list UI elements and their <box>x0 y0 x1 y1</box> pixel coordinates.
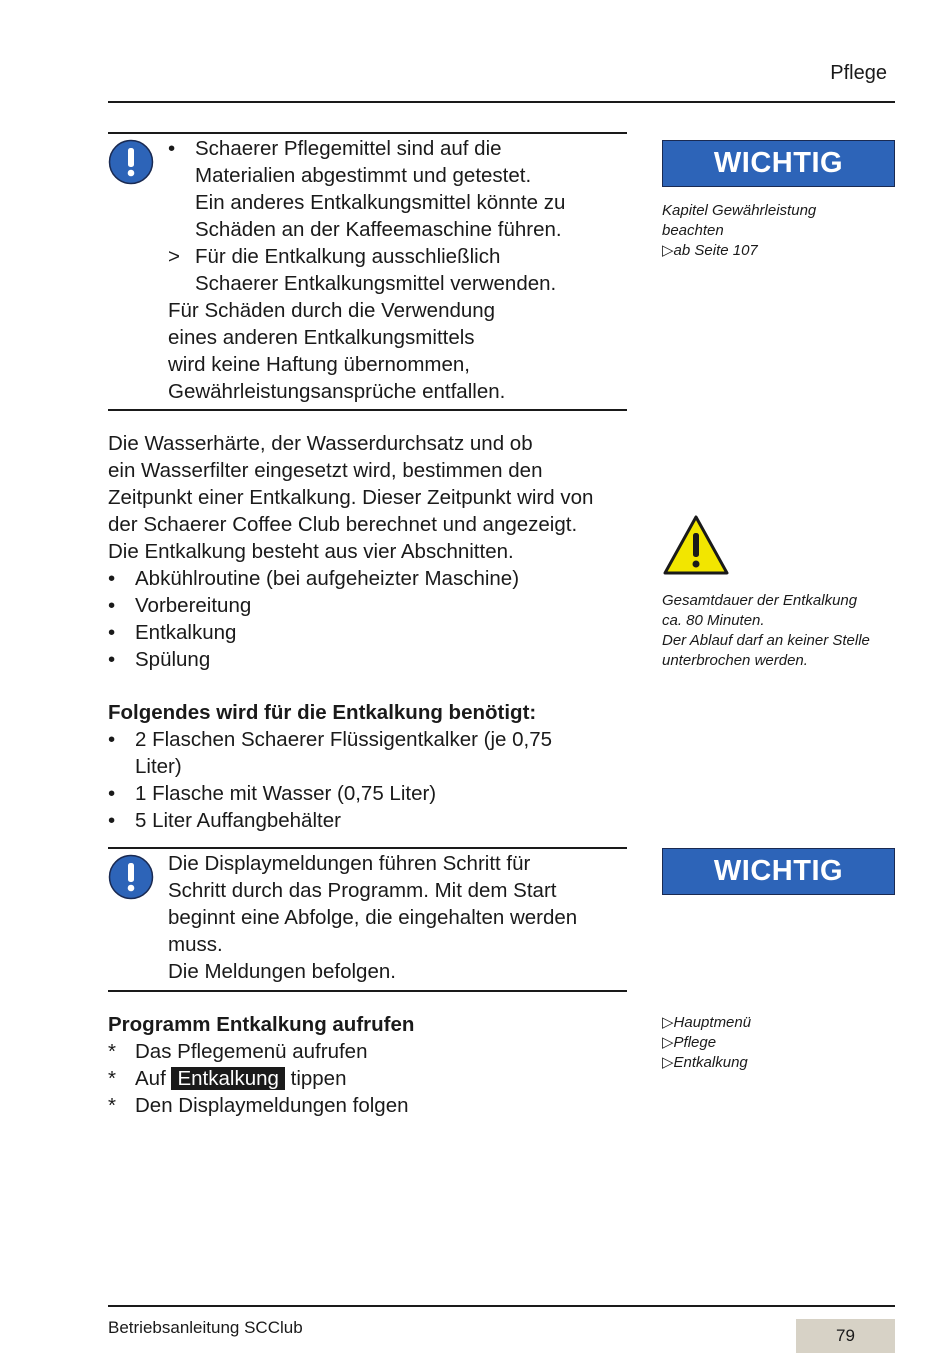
menu-path <box>662 1013 902 1073</box>
notice1-line: wird keine Haftung übernommen, <box>168 353 470 376</box>
notice1-line: Schaerer Entkalkungsmittel verwenden. <box>195 272 557 295</box>
warning-triangle-icon <box>662 514 730 576</box>
notice1-line: Schaerer Pflegemittel sind auf die <box>195 137 502 160</box>
bullet-marker: • <box>108 648 116 671</box>
wichtig-badge: WICHTIG <box>662 848 895 895</box>
step-marker: * <box>108 1094 116 1117</box>
menu-path-item: ▷Hauptmenü <box>662 1014 752 1031</box>
notice2-line: beginnt eine Abfolge, die eingehalten werden <box>168 906 578 929</box>
intro-line: Die Entkalkung besteht aus vier Abschnitten. <box>108 540 514 563</box>
notice1-instruction <box>168 243 628 297</box>
notice1-line: Ein anderes Entkalkungsmittel könnte zu <box>195 191 566 214</box>
page-number: 79 <box>796 1319 895 1353</box>
menu-path-item: ▷Pflege <box>662 1034 717 1051</box>
page-section-title: Pflege <box>830 62 887 84</box>
notice1-bullet <box>168 135 628 243</box>
sidebar-line: Der Ablauf darf an keiner Stelle <box>662 632 870 649</box>
bullet-marker: • <box>108 809 116 832</box>
bullet-marker: • <box>108 782 116 805</box>
list-item <box>108 619 638 646</box>
list-item <box>108 726 638 780</box>
intro-line: der Schaerer Coffee Club berechnet und angezeigt. <box>108 513 578 536</box>
section-heading: Folgendes wird für die Entkalkung benötigt: <box>108 701 537 724</box>
sidebar-line: Gesamtdauer der Entkalkung <box>662 592 858 609</box>
bullet-marker: • <box>108 728 116 751</box>
step-text: Auf <box>135 1067 166 1090</box>
notice2-line: muss. <box>168 933 223 956</box>
notice1-line: Gewährleistungsansprüche entfallen. <box>168 380 506 403</box>
step-item <box>108 1092 638 1119</box>
notice2-top-rule <box>108 847 627 849</box>
warning-icon-wrap <box>662 514 730 581</box>
notice1-bottom-rule <box>108 409 627 411</box>
step-item <box>108 1065 638 1092</box>
notice1-line: Schäden an der Kaffeemaschine führen. <box>195 218 562 241</box>
intro-line: Zeitpunkt einer Entkalkung. Dieser Zeitpunkt wird von <box>108 486 594 509</box>
list-item <box>108 807 638 834</box>
step-marker: * <box>108 1067 116 1090</box>
list-item-text: Spülung <box>135 648 211 671</box>
notice2-bottom-rule <box>108 990 627 992</box>
list-item <box>108 592 638 619</box>
footer-rule <box>108 1305 895 1307</box>
notice1-line: Für Schäden durch die Verwendung <box>168 299 496 322</box>
requirements-section <box>108 699 638 834</box>
notice2-line: Die Meldungen befolgen. <box>168 960 396 983</box>
list-item-text: 2 Flaschen Schaerer Flüssigentkalker (je 0,75 <box>135 728 553 751</box>
exclamation-circle-icon <box>108 139 154 185</box>
sidebar-line: beachten <box>662 222 724 239</box>
step-text: Das Pflegemenü aufrufen <box>135 1040 368 1063</box>
notice1-text <box>168 135 628 405</box>
list-item <box>108 565 638 592</box>
step-text: tippen <box>290 1067 347 1090</box>
header-rule <box>108 101 895 103</box>
notice1-line: Für die Entkalkung ausschließlich <box>195 245 501 268</box>
program-section <box>108 1011 638 1119</box>
list-item-text: Entkalkung <box>135 621 237 644</box>
list-item-text: Vorbereitung <box>135 594 252 617</box>
notice1-top-rule <box>108 132 627 134</box>
menu-path-item: ▷Entkalkung <box>662 1054 748 1071</box>
notice2-line: Die Displaymeldungen führen Schritt für <box>168 852 531 875</box>
list-item <box>108 646 638 673</box>
notice1-line: Materialien abgestimmt und getestet. <box>195 164 532 187</box>
step-marker: * <box>108 1040 116 1063</box>
sidebar-link[interactable]: ▷ab Seite 107 <box>662 242 758 259</box>
intro-line: Die Wasserhärte, der Wasserdurchsatz und ob <box>108 432 533 455</box>
notice2-icon-wrap <box>108 854 154 905</box>
exclamation-circle-icon <box>108 854 154 900</box>
list-item-text: Abkühlroutine (bei aufgeheizter Maschine) <box>135 567 520 590</box>
notice1-line: eines anderen Entkalkungsmittels <box>168 326 475 349</box>
arrow-marker: > <box>168 245 180 268</box>
list-item-text: 5 Liter Auffangbehälter <box>135 809 341 832</box>
notice2-text <box>168 850 628 985</box>
sidebar-note-warranty <box>662 201 902 261</box>
sidebar-line: ca. 80 Minuten. <box>662 612 765 629</box>
sidebar-note-duration <box>662 591 912 671</box>
bullet-marker: • <box>108 621 116 644</box>
list-item-text: 1 Flasche mit Wasser (0,75 Liter) <box>135 782 437 805</box>
footer-title: Betriebsanleitung SCClub <box>108 1318 303 1337</box>
section-heading: Programm Entkalkung aufrufen <box>108 1013 415 1036</box>
sidebar-line: Kapitel Gewährleistung <box>662 202 817 219</box>
list-item <box>108 780 638 807</box>
step-item <box>108 1038 638 1065</box>
intro-line: ein Wasserfilter eingesetzt wird, bestimmen den <box>108 459 543 482</box>
step-text: Den Displaymeldungen folgen <box>135 1094 409 1117</box>
bullet-marker: • <box>108 567 116 590</box>
wichtig-badge: WICHTIG <box>662 140 895 187</box>
bullet-marker: • <box>108 594 116 617</box>
notice1-icon-wrap <box>108 139 154 190</box>
intro-section <box>108 430 638 673</box>
bullet-marker: • <box>168 137 176 160</box>
list-item-text: Liter) <box>135 755 182 778</box>
sidebar-line: unterbrochen werden. <box>662 652 808 669</box>
notice2-line: Schritt durch das Programm. Mit dem Start <box>168 879 557 902</box>
entkalkung-button-label: Entkalkung <box>171 1067 284 1090</box>
